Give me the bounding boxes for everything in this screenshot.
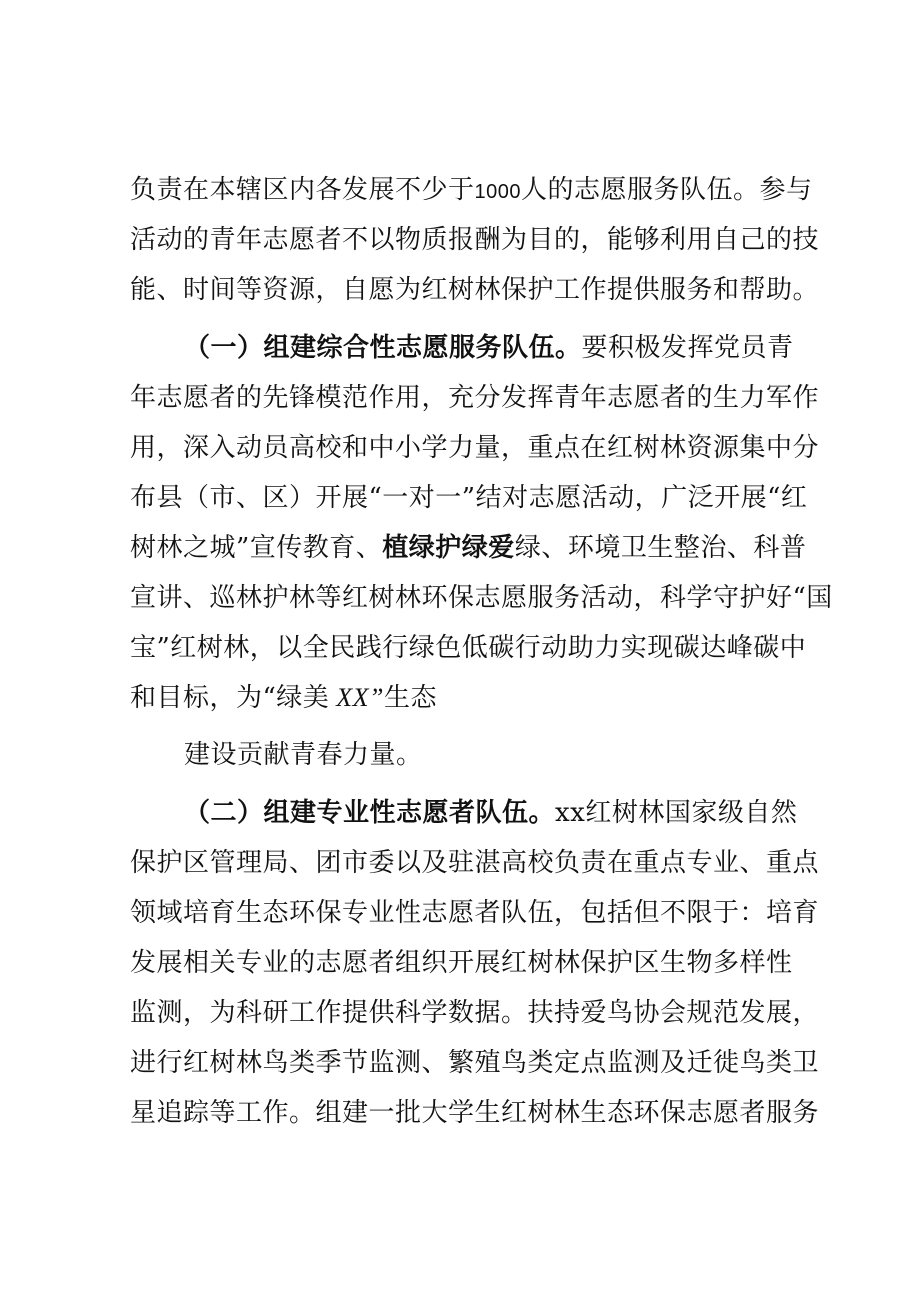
paragraph-line: 领域培育生态环保专业性志愿者队伍，包括但不限于：培育: [130, 898, 820, 928]
paragraph-line: [130, 172, 813, 210]
paragraph-line: 进行红树林鸟类季节监测、繁殖鸟类定点监测及迁徙鸟类卫: [130, 1048, 820, 1078]
section-heading: （二）组建专业性志愿者队伍。: [184, 798, 556, 828]
number-text: 1000: [474, 181, 522, 203]
text-run: 和目标，为“绿美: [130, 683, 330, 713]
text-run: 生态: [384, 683, 438, 713]
paragraph-line: 发展相关专业的志愿者组织开展红树林保护区生物多样性: [130, 948, 793, 978]
text-run: 绿、环境卫生整治、科普: [514, 533, 807, 563]
text-run: 人的志愿服务队伍。参与: [521, 175, 813, 205]
paragraph-line: 布县（市、区）开展“一对一”结对志愿活动，广泛开展“红: [130, 483, 808, 513]
paragraph-line: 活动的青年志愿者不以物质报酬为目的，能够利用自己的技: [130, 225, 820, 255]
text-run: 树林之城”宣传教育、: [130, 533, 383, 563]
paragraph-line: 能、时间等资源，自愿为红树林保护工作提供服务和帮助。: [130, 275, 820, 305]
paragraph-line: [130, 530, 810, 566]
italic-text: XX”: [329, 683, 385, 712]
paragraph-line: 用，深入动员高校和中小学力量，重点在红树林资源集中分: [130, 433, 820, 463]
paragraph-line: 宣讲、巡林护林等红树林环保志愿服务活动，科学守护好“国: [130, 583, 833, 613]
paragraph-line: 星追踪等工作。组建一批大学生红树林生态环保志愿者服务: [130, 1098, 820, 1128]
text-run: 要积极发挥党员青: [581, 333, 794, 363]
section-heading-line: [184, 330, 810, 366]
paragraph-line: 宝”红树林，以全民践行绿色低碳行动助力实现碳达峰碳中: [130, 633, 807, 663]
section-heading: （一）组建综合性志愿服务队伍。: [184, 333, 582, 363]
paragraph-line: 监测，为科研工作提供科学数据。扶持爱鸟协会规范发展，: [130, 998, 820, 1028]
section-heading-line: [184, 795, 810, 831]
paragraph-line: [130, 680, 810, 716]
paragraph-line: 年志愿者的先锋模范作用，充分发挥青年志愿者的生力军作: [130, 383, 820, 413]
text-run: 负责在本辖区内各发展不少于: [130, 175, 475, 205]
text-run: xx红树林国家级自然: [555, 798, 798, 828]
paragraph-line: 保护区管理局、团市委以及驻湛高校负责在重点专业、重点: [130, 848, 820, 878]
bold-text: 植绿护绿爱: [382, 533, 515, 563]
paragraph-line: 建设贡献青春力量。: [184, 740, 423, 770]
